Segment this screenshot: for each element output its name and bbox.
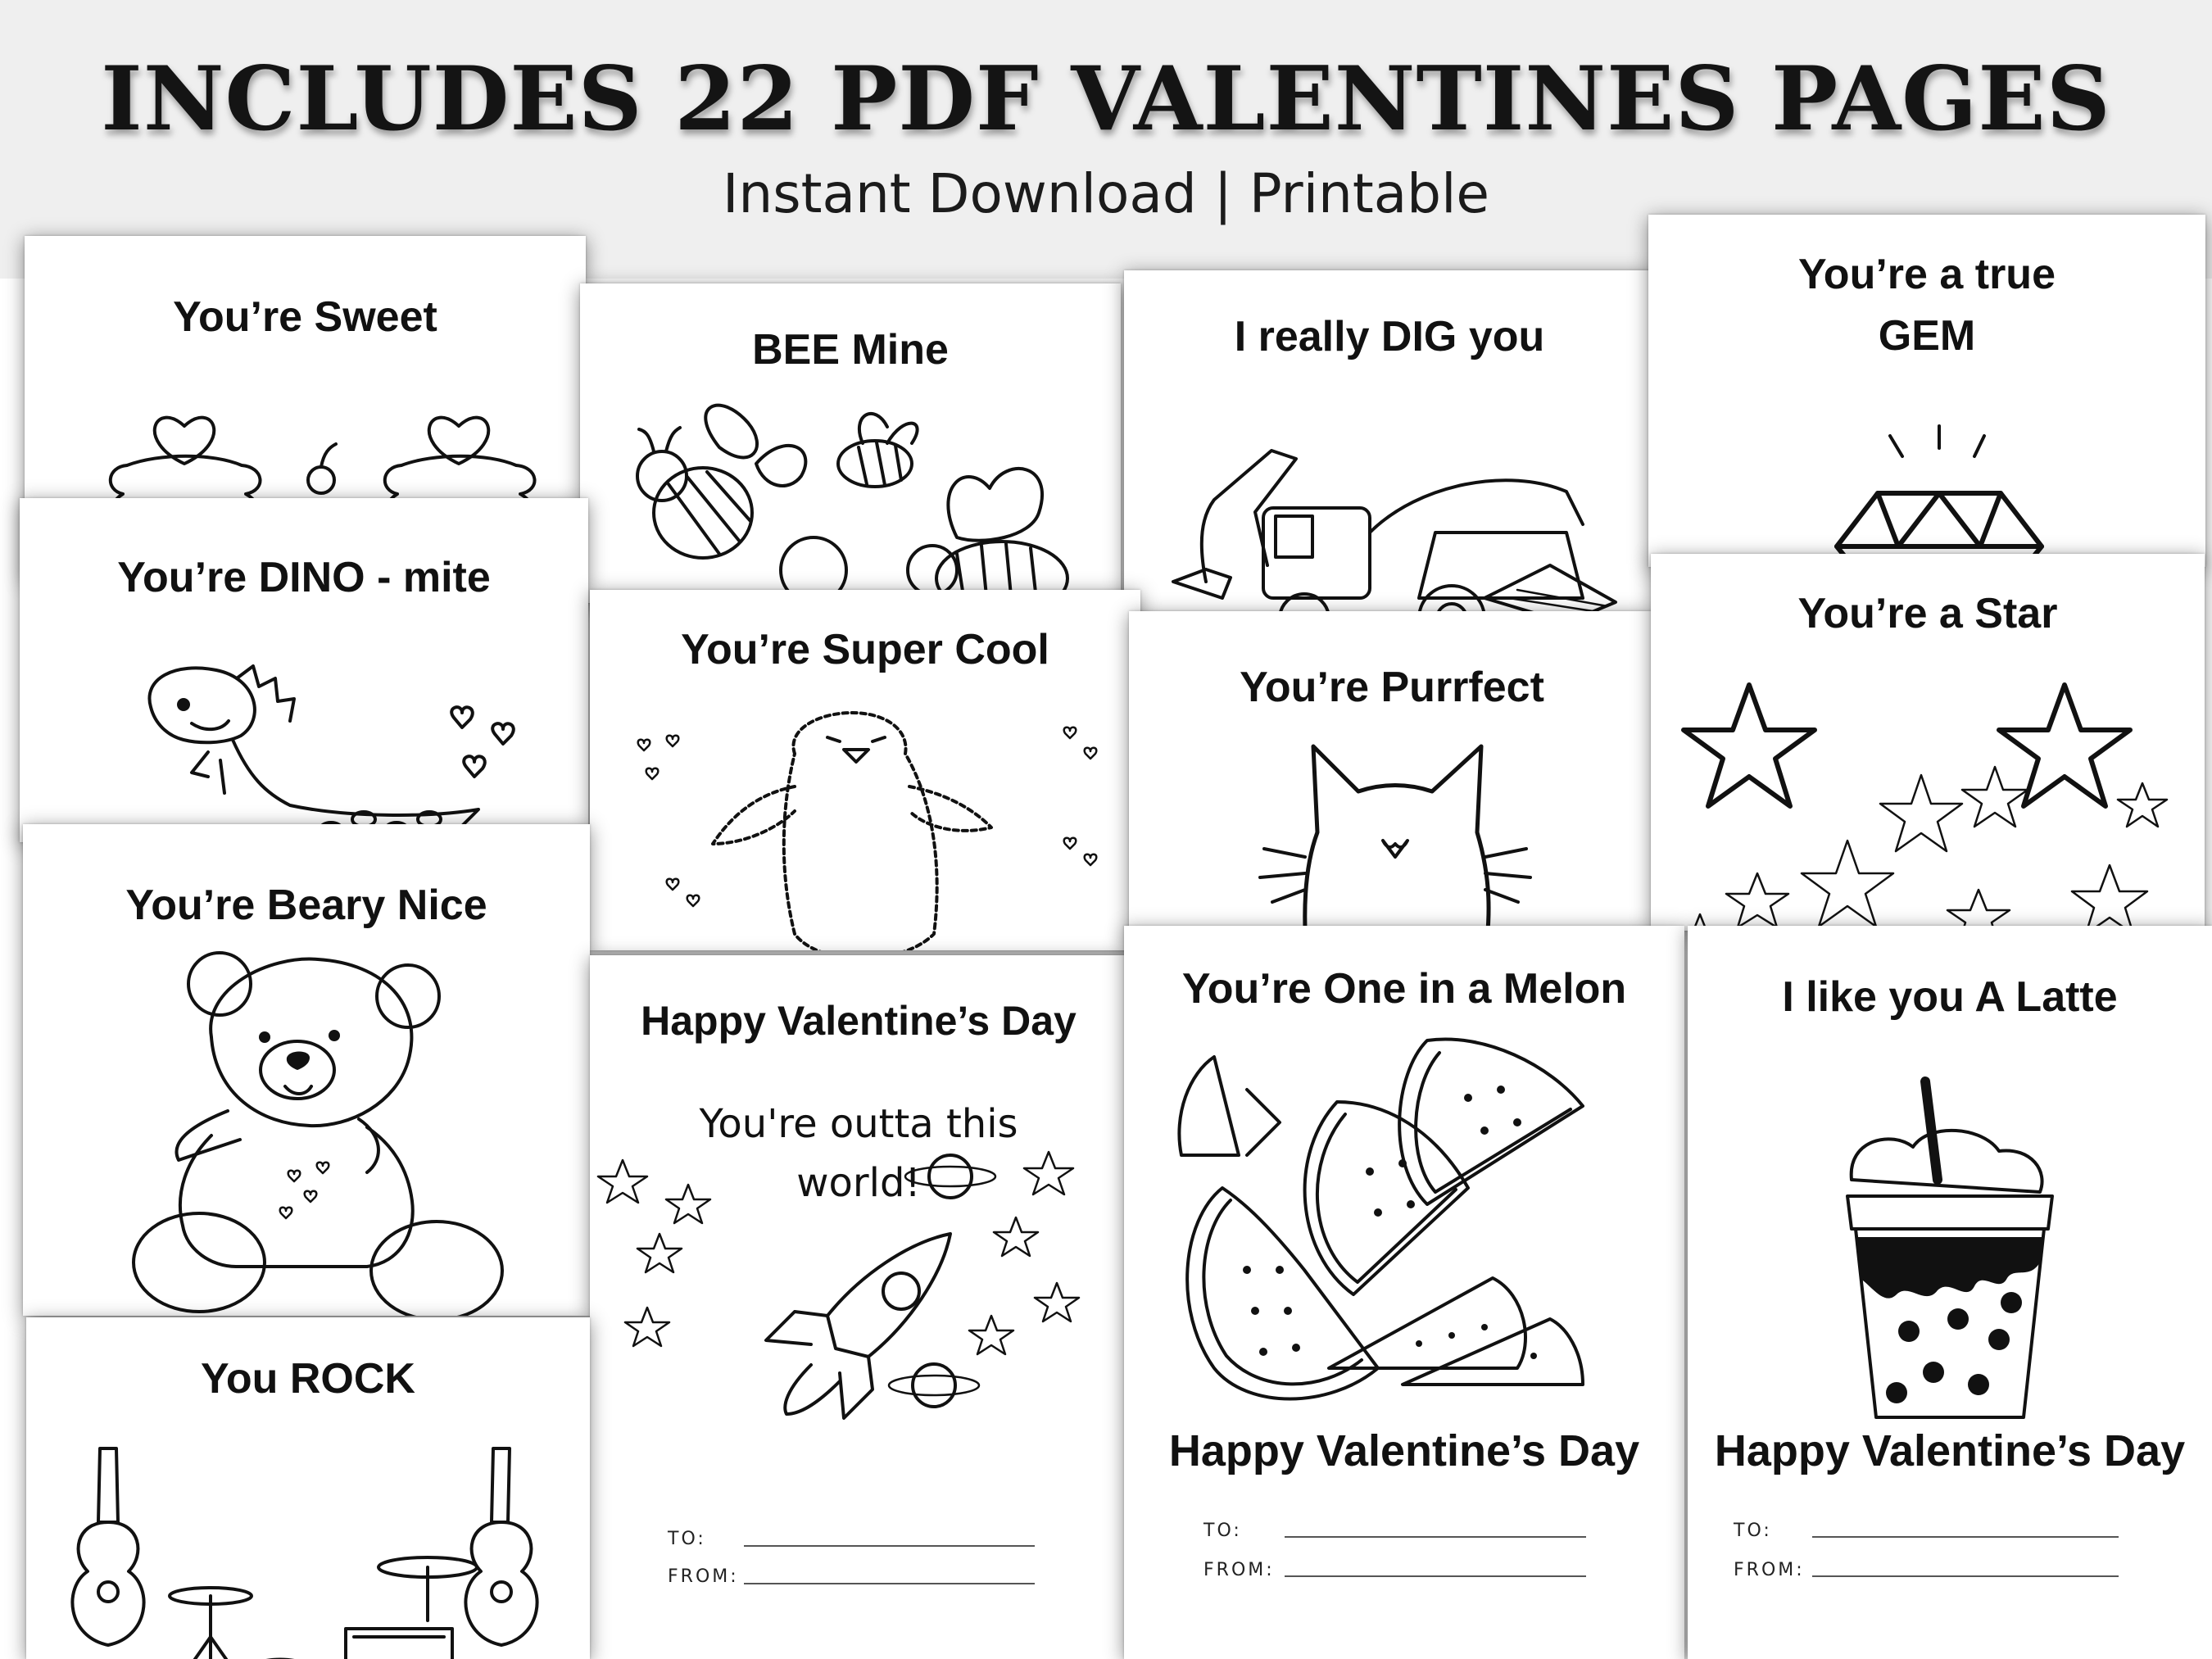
from-label: FROM: — [668, 1566, 739, 1587]
watermelon-icon — [1124, 1024, 1684, 1450]
card-title: I like you A Latte — [1782, 973, 2118, 1021]
card-title: You’re DINO - mite — [117, 554, 491, 601]
card-title: You’re Purrfect — [1240, 664, 1544, 711]
card-super-cool — [590, 590, 1140, 950]
card-title: You’re a true GEM — [1797, 251, 2056, 360]
to-label: TO: — [1203, 1521, 1242, 1541]
card-title: You’re Sweet — [173, 293, 437, 341]
card-you-rock — [26, 1317, 590, 1659]
to-line[interactable] — [1285, 1536, 1586, 1538]
card-one-in-a-melon — [1124, 926, 1684, 1659]
card-title: I really DIG you — [1234, 313, 1545, 360]
to-label: TO: — [1734, 1521, 1772, 1541]
from-label: FROM: — [1203, 1560, 1275, 1580]
card-footer: Happy Valentine’s Day — [1714, 1426, 2186, 1475]
card-true-gem — [1648, 215, 2205, 567]
cat-icon — [1129, 734, 1655, 939]
card-really-dig-you — [1124, 270, 1655, 614]
page-title: INCLUDES 22 PDF VALENTINES PAGES — [101, 48, 2111, 151]
card-dino-mite — [20, 498, 588, 842]
from-label: FROM: — [1734, 1560, 1805, 1580]
card-title: You’re Super Cool — [681, 626, 1049, 673]
to-label: TO: — [668, 1529, 706, 1549]
card-like-you-a-latte — [1688, 926, 2212, 1659]
card-bee-mine — [580, 283, 1121, 603]
card-title: You’re a Star — [1797, 590, 2058, 637]
card-message: You're outta this world! — [699, 1101, 1018, 1206]
excavator-icon — [1124, 434, 1655, 614]
card-youre-a-star — [1651, 554, 2205, 931]
penguin-icon — [590, 705, 1140, 950]
diamond-icon — [1648, 411, 2205, 567]
card-title: You’re Beary Nice — [125, 882, 487, 929]
card-title: You’re One in a Melon — [1181, 965, 1627, 1013]
card-title: You ROCK — [201, 1355, 415, 1403]
card-footer: Happy Valentine’s Day — [1168, 1426, 1640, 1475]
teddy-bear-icon — [23, 939, 590, 1316]
card-outta-this-world — [590, 955, 1127, 1659]
stars-icon — [1651, 677, 2205, 931]
from-line[interactable] — [1812, 1575, 2119, 1577]
to-line[interactable] — [744, 1545, 1035, 1547]
card-purrfect — [1129, 611, 1655, 939]
guitar-drums-icon — [26, 1432, 590, 1659]
boba-cup-icon — [1688, 1057, 2212, 1434]
card-title: Happy Valentine’s Day — [641, 998, 1077, 1044]
rocket-icon — [590, 1119, 1127, 1496]
dinosaur-icon — [20, 629, 588, 842]
from-line[interactable] — [744, 1583, 1035, 1584]
card-title: BEE Mine — [752, 326, 949, 374]
page-subtitle: Instant Download | Printable — [722, 162, 1490, 225]
bees-icon — [580, 398, 1121, 603]
to-line[interactable] — [1812, 1536, 2119, 1538]
card-beary-nice — [23, 824, 590, 1316]
from-line[interactable] — [1285, 1575, 1586, 1577]
